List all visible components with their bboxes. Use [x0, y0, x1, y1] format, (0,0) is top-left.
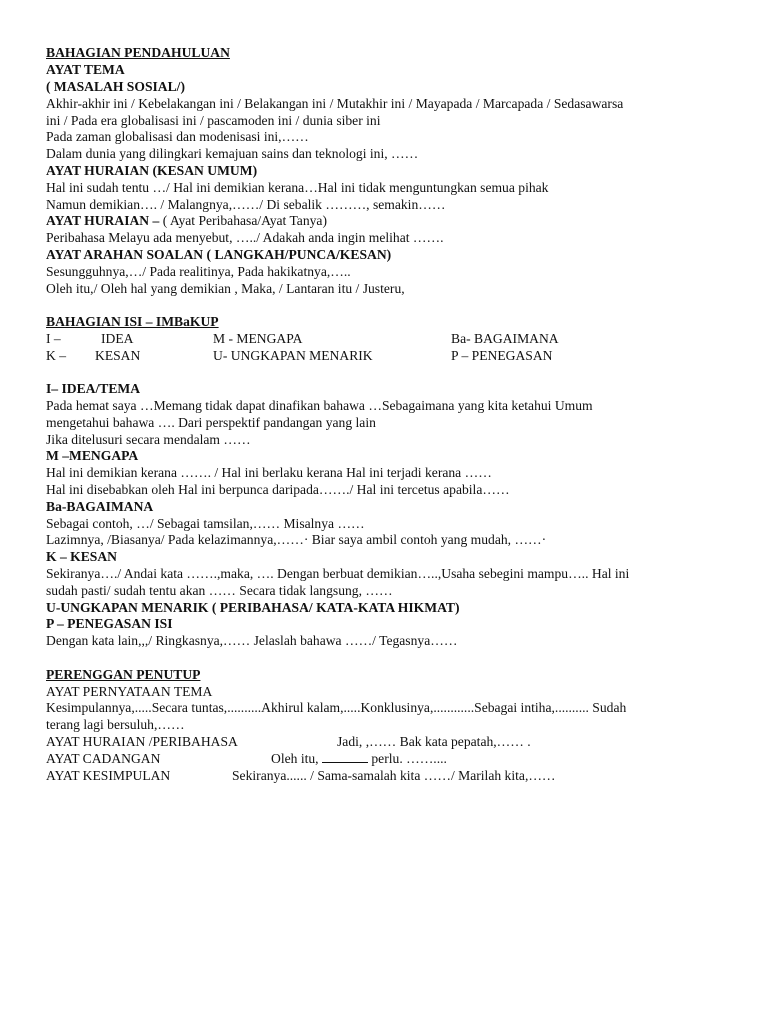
- section-heading-penutup: PERENGGAN PENUTUP: [46, 667, 201, 682]
- ayat-tema-heading: AYAT TEMA: [46, 62, 125, 77]
- legend-item: Ba- BAGAIMANA: [451, 331, 559, 346]
- text-line: Pada zaman globalisasi dan modenisasi ini,……: [46, 129, 309, 144]
- text-line: Lazimnya, /Biasanya/ Pada kelazimannya,……· Biar saya ambil contoh yang mudah, ……·: [46, 532, 547, 547]
- text-line: Pada hemat saya …Memang tidak dapat dinafikan bahawa …Sebagaimana yang kita ketahui Umum: [46, 398, 593, 413]
- text-line: ini / Pada era globalisasi ini / pascamoden ini / dunia siber ini: [46, 113, 381, 128]
- huraian-peribahasa-heading: [46, 212, 327, 229]
- huraian-peribahasa-label: AYAT HURAIAN /PERIBAHASA: [46, 734, 238, 749]
- masalah-sosial-heading: ( MASALAH SOSIAL/): [46, 79, 185, 94]
- mengapa-heading: M –MENGAPA: [46, 448, 139, 463]
- legend-item: M - MENGAPA: [213, 331, 303, 346]
- text-line: Oleh itu,/ Oleh hal yang demikian , Maka, / Lantaran itu / Justeru,: [46, 281, 405, 296]
- text-line: Sesungguhnya,…/ Pada realitinya, Pada hakikatnya,…..: [46, 264, 351, 279]
- legend-item: U- UNGKAPAN MENARIK: [213, 348, 373, 363]
- text-line: Sekiranya…./ Andai kata …….,maka, …. Dengan berbuat demikian…..,Usaha sebegini mampu….. Hal ini: [46, 566, 630, 581]
- kesan-heading: K – KESAN: [46, 549, 118, 564]
- pernyataan-tema-label: AYAT PERNYATAAN TEMA: [46, 684, 213, 699]
- kesimpulan-text: Sekiranya...... / Sama-samalah kita ……/ Marilah kita,……: [232, 768, 556, 783]
- text-line: sudah pasti/ sudah tentu akan …… Secara tidak langsung, ……: [46, 583, 393, 598]
- text-line: Namun demikian…. / Malangnya,……/ Di sebalik ………, semakin……: [46, 197, 446, 212]
- text-line: Kesimpulannya,.....Secara tuntas,..........Akhirul kalam,.....Konklusinya,............Sebagai intiha,.......... Sudah: [46, 700, 627, 715]
- bagaimana-heading: Ba-BAGAIMANA: [46, 499, 154, 514]
- huraian-peribahasa-text: Jadi, ,…… Bak kata pepatah,…… .: [337, 734, 531, 749]
- legend-letter: I –: [46, 331, 61, 346]
- kesimpulan-label: AYAT KESIMPULAN: [46, 768, 171, 783]
- section-heading-pendahuluan: BAHAGIAN PENDAHULUAN: [46, 45, 230, 60]
- text-line: Sebagai contoh, …/ Sebagai tamsilan,…… Misalnya ……: [46, 516, 365, 531]
- ungkapan-heading: U-UNGKAPAN MENARIK ( PERIBAHASA/ KATA-KATA HIKMAT): [46, 600, 460, 615]
- legend-letter: K –: [46, 348, 67, 363]
- text-line: Hal ini disebabkan oleh Hal ini berpunca daripada……./ Hal ini tercetus apabila……: [46, 482, 510, 497]
- penegasan-heading: P – PENEGASAN ISI: [46, 616, 173, 631]
- huraian-kesan-heading: AYAT HURAIAN (KESAN UMUM): [46, 163, 258, 178]
- blank-line: [322, 751, 368, 763]
- text-line: Jika ditelusuri secara mendalam ……: [46, 432, 251, 447]
- cadangan-pre: Oleh itu,: [271, 751, 322, 766]
- cadangan-text: [271, 750, 447, 767]
- huraian-peribahasa-rest: ( Ayat Peribahasa/Ayat Tanya): [162, 213, 327, 228]
- text-line: Hal ini demikian kerana ……. / Hal ini berlaku kerana Hal ini terjadi kerana ……: [46, 465, 492, 480]
- legend-word: KESAN: [95, 348, 141, 363]
- text-line: Akhir-akhir ini / Kebelakangan ini / Belakangan ini / Mutakhir ini / Mayapada / Marcapada / Sedasawarsa: [46, 96, 624, 111]
- section-heading-isi: BAHAGIAN ISI – IMBaKUP: [46, 314, 219, 329]
- text-line: Dalam dunia yang dilingkari kemajuan sains dan teknologi ini, ……: [46, 146, 419, 161]
- text-line: Dengan kata lain,,,/ Ringkasnya,…… Jelaslah bahawa ……/ Tegasnya……: [46, 633, 458, 648]
- huraian-peribahasa-bold: AYAT HURAIAN –: [46, 213, 163, 228]
- text-line: mengetahui bahawa …. Dari perspektif pandangan yang lain: [46, 415, 376, 430]
- cadangan-post: perlu. ……....: [367, 751, 447, 766]
- text-line: Hal ini sudah tentu …/ Hal ini demikian kerana…Hal ini tidak menguntungkan semua pihak: [46, 180, 549, 195]
- idea-heading: I– IDEA/TEMA: [46, 381, 141, 396]
- legend-word: IDEA: [101, 331, 134, 346]
- arahan-soalan-heading: AYAT ARAHAN SOALAN ( LANGKAH/PUNCA/KESAN): [46, 247, 392, 262]
- text-line: Peribahasa Melayu ada menyebut, …../ Adakah anda ingin melihat …….: [46, 230, 444, 245]
- legend-item: P – PENEGASAN: [451, 348, 553, 363]
- text-line: terang lagi bersuluh,……: [46, 717, 185, 732]
- cadangan-label: AYAT CADANGAN: [46, 751, 161, 766]
